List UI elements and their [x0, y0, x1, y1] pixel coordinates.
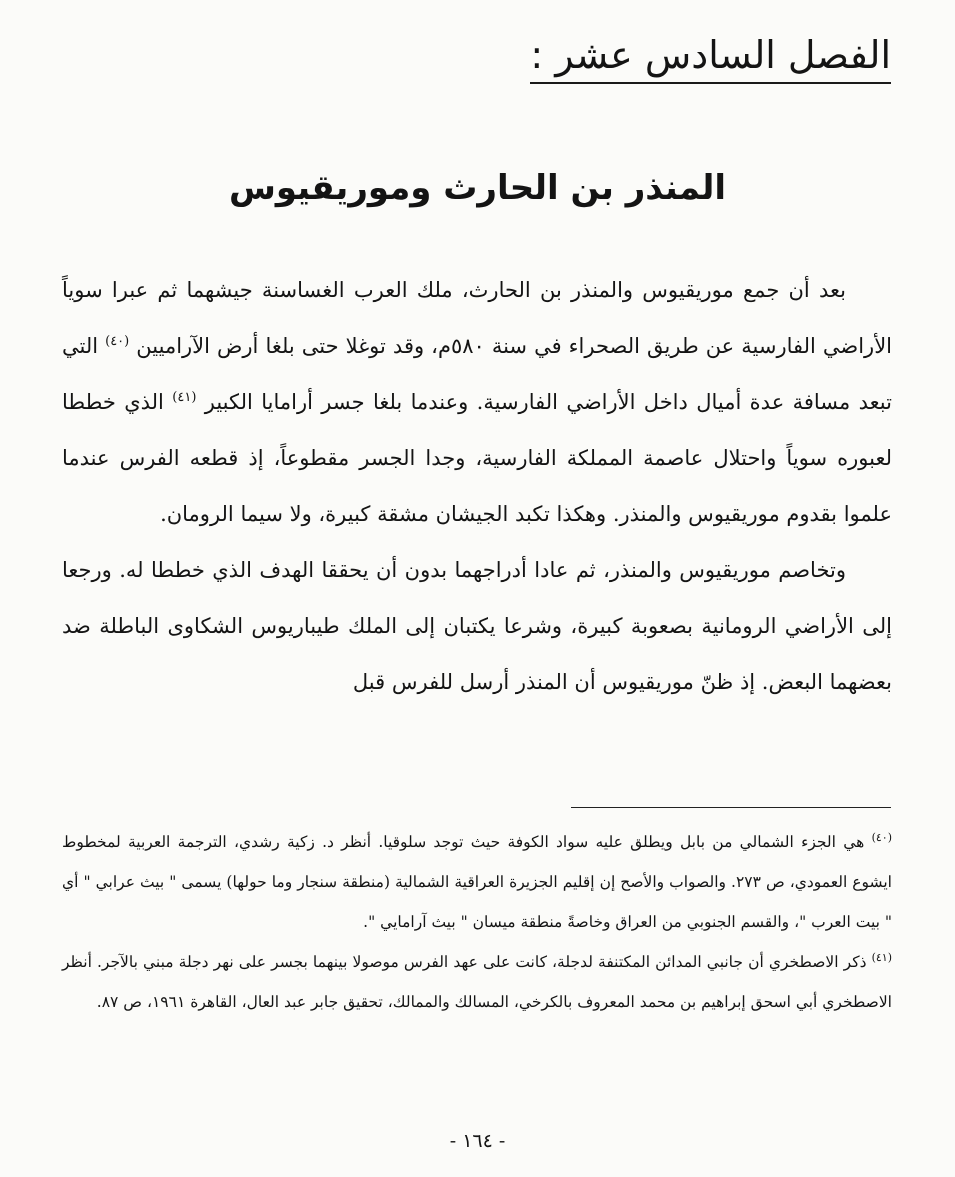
chapter-title: المنذر بن الحارث وموريقيوس — [228, 168, 727, 208]
footnote-40 — [62, 822, 892, 942]
chapter-heading: الفصل السادس عشر : — [530, 28, 891, 84]
paragraph-2: وتخاصم موريقيوس والمنذر، ثم عادا أدراجهما بدون أن يحققا الهدف الذي خططا له. ورجعا إلى الأراضي الرومانية بصعوبة كبيرة، وشرعا يكتبان إلى الملك طيباريوس الشكاوى الباطلة ضد بعضهما البعض. إذ ظنّ موريقيوس أن المنذر أرسل للفرس قبل — [62, 558, 892, 694]
paragraph-1-text-b: التي تبعد مسافة عدة أميال داخل الأراضي الفارسية. وعندما بلغا جسر أرامايا الكبير — [62, 334, 892, 414]
footnote-text: ذكر الاصطخري أن جانبي المدائن المكتنفة لدجلة، كانت على عهد الفرس موصولا بينهما بجسر على نهر دجلة مبني بالآجر. أنظر الاصطخري أبي اسحق إبراهيم بن محمد المعروف بالكرخي، المسالك والممالك، تحقيق جابر عبد العال، القاهرة ١٩٦١، ص ٨٧. — [62, 953, 892, 1011]
footnote-number: (٤٠) — [871, 830, 892, 844]
body-text — [62, 262, 892, 710]
footnote-number: (٤١) — [871, 950, 892, 964]
footnote-reference-40: (٤٠) — [105, 334, 130, 349]
footnotes — [62, 822, 892, 1022]
footnote-divider — [571, 807, 891, 808]
paragraph-1-text-a: بعد أن جمع موريقيوس والمنذر بن الحارث، ملك العرب الغساسنة جيشهما ثم عبرا سوياً الأراضي الفارسية عن طريق الصحراء في سنة ٥٨٠م، وقد توغلا حتى بلغا أرض الآراميين — [62, 278, 893, 358]
paragraph-1 — [62, 262, 892, 542]
footnote-41 — [62, 942, 892, 1022]
paragraph-1-text-c: الذي خططا لعبوره سوياً واحتلال عاصمة المملكة الفارسية، وجدا الجسر مقطوعاً، إذ قطعه الفرس عندما علموا بقدوم موريقيوس والمنذر. وهكذا تكبد الجيشان مشقة كبيرة، ولا سيما الرومان. — [62, 390, 892, 526]
footnote-text: هي الجزء الشمالي من بابل ويطلق عليه سواد الكوفة حيث توجد سلوقيا. أنظر د. زكية رشدي، الترجمة العربية لمخطوط ايشوع العمودي، ص ٢٧٣. والصواب والأصح إن إقليم الجزيرة العراقية الشمالية (منطقة سنجار وما حولها) يسمى " بيث عرابي " أي " بيت العرب "، والقسم الجنوبي من العراق وخاصةً منطقة ميسان " بيث آرامايي ". — [62, 833, 892, 931]
page-number: - ١٦٤ - — [449, 1130, 506, 1152]
footnote-reference-41: (٤١) — [172, 390, 197, 405]
